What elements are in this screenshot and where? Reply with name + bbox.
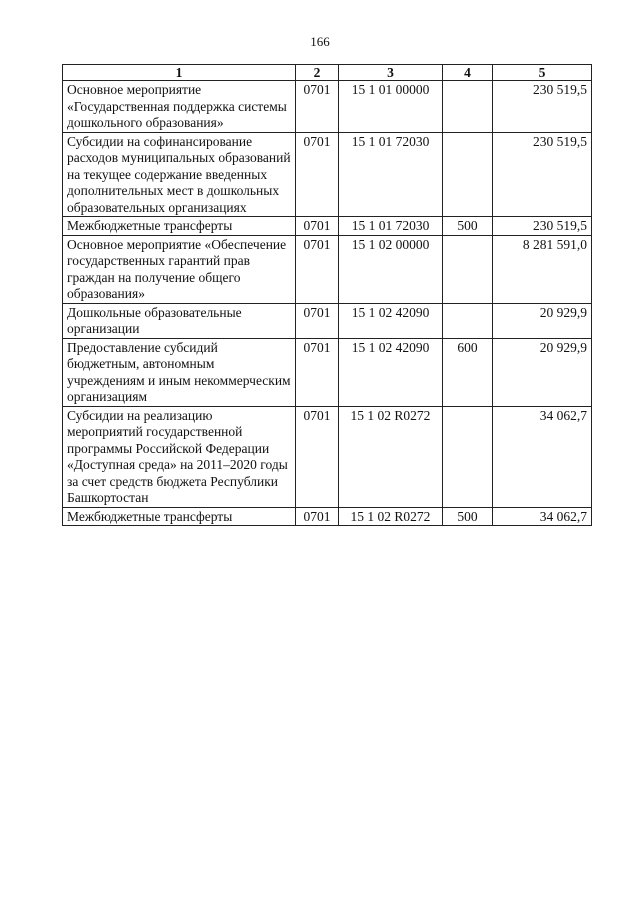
row-section: 0701 — [296, 338, 339, 406]
header-col-4: 4 — [443, 65, 493, 81]
table-row — [63, 132, 592, 217]
row-type — [443, 406, 493, 507]
row-type: 600 — [443, 338, 493, 406]
table-row — [63, 338, 592, 406]
row-sum: 20 929,9 — [493, 338, 592, 406]
table-row — [63, 217, 592, 236]
row-section: 0701 — [296, 406, 339, 507]
table-row — [63, 507, 592, 526]
row-section: 0701 — [296, 132, 339, 217]
header-col-2: 2 — [296, 65, 339, 81]
row-code: 15 1 02 00000 — [339, 235, 443, 303]
row-name: Межбюджетные трансферты — [63, 507, 296, 526]
row-sum: 230 519,5 — [493, 217, 592, 236]
row-name: Основное мероприятие «Обеспечение государственных гарантий прав граждан на получение общего образования» — [63, 235, 296, 303]
header-col-1: 1 — [63, 65, 296, 81]
row-section: 0701 — [296, 235, 339, 303]
row-name: Дошкольные образовательные организации — [63, 303, 296, 338]
row-section: 0701 — [296, 217, 339, 236]
row-code: 15 1 01 00000 — [339, 81, 443, 133]
row-code: 15 1 01 72030 — [339, 132, 443, 217]
table-row — [63, 235, 592, 303]
budget-table — [62, 64, 592, 526]
row-name: Субсидии на софинансирование расходов муниципальных образований на текущее содержание введенных дополнительных мест в дошкольных образовательных организациях — [63, 132, 296, 217]
row-sum: 20 929,9 — [493, 303, 592, 338]
row-type: 500 — [443, 217, 493, 236]
row-name: Предоставление субсидий бюджетным, автономным учреждениям и иным некоммерческим организациям — [63, 338, 296, 406]
row-sum: 8 281 591,0 — [493, 235, 592, 303]
row-type — [443, 235, 493, 303]
page-number: 166 — [310, 34, 330, 49]
row-code: 15 1 02 R0272 — [339, 406, 443, 507]
row-type — [443, 132, 493, 217]
row-sum: 230 519,5 — [493, 81, 592, 133]
row-name: Межбюджетные трансферты — [63, 217, 296, 236]
row-sum: 34 062,7 — [493, 406, 592, 507]
row-code: 15 1 01 72030 — [339, 217, 443, 236]
row-name: Субсидии на реализацию мероприятий государственной программы Российской Федерации «Доступная среда» на 2011–2020 годы за счет средств бюджета Республики Башкортостан — [63, 406, 296, 507]
row-section: 0701 — [296, 81, 339, 133]
table-header-row — [63, 65, 592, 81]
row-name: Основное мероприятие «Государственная поддержка системы дошкольного образования» — [63, 81, 296, 133]
row-section: 0701 — [296, 303, 339, 338]
row-section: 0701 — [296, 507, 339, 526]
table-row — [63, 81, 592, 133]
row-type — [443, 303, 493, 338]
row-type: 500 — [443, 507, 493, 526]
table-row — [63, 406, 592, 507]
table-row — [63, 303, 592, 338]
row-code: 15 1 02 42090 — [339, 303, 443, 338]
row-sum: 230 519,5 — [493, 132, 592, 217]
row-code: 15 1 02 42090 — [339, 338, 443, 406]
row-sum: 34 062,7 — [493, 507, 592, 526]
header-col-3: 3 — [339, 65, 443, 81]
row-type — [443, 81, 493, 133]
row-code: 15 1 02 R0272 — [339, 507, 443, 526]
header-col-5: 5 — [493, 65, 592, 81]
